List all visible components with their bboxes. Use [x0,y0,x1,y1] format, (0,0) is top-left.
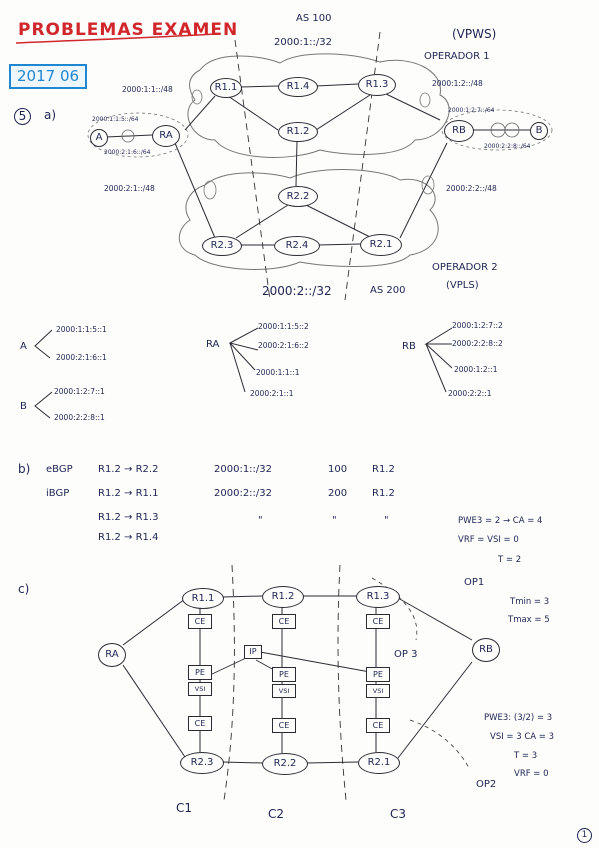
prefix-r1-1: 2000:1:1::/48 [122,85,173,94]
ce-box-r2-3: CE [188,716,212,731]
op3-label: OP 3 [394,649,418,660]
bgp-row-2-as: 200 [328,488,348,499]
addr-rb-2: 2000:2:2:8::2 [452,339,503,348]
c-router-r1-1: R1.1 [182,588,224,609]
router-r2-2: R2.2 [278,186,318,207]
op1-pwe3: PWE3 = 2 → CA = 4 [458,516,543,526]
host-a: A [90,129,108,147]
addr-rb-1: 2000:1:2:7::2 [452,321,503,330]
router-r1-4: R1.4 [278,77,318,97]
ce-box-r1-1: CE [188,614,212,629]
addr-ra-label: RA [206,339,220,350]
pe-box-c3: PE [366,667,390,682]
bgp-row-3-route: R1.2 → R1.3 [98,512,159,523]
host-b: B [530,122,548,140]
ce-box-r1-2: CE [272,614,296,629]
ce-box-r1-3: CE [366,614,390,629]
addr-ra-2: 2000:2:1:6::2 [258,341,309,350]
c-router-r1-2: R1.2 [262,586,304,608]
op1-label: OP1 [464,577,485,588]
prefix-b-1: 2000:1:2:7::/64 [448,107,495,114]
bgp-row-4-route: R1.2 → R1.4 [98,532,159,543]
tmin-value: Tmin = 3 [510,597,550,607]
pe-box-c2: PE [272,667,296,682]
bgp-row-1-prefix: 2000:1::/32 [214,464,273,475]
year-badge: 2017 06 [9,64,87,89]
op2-vsi: VSI = 3 CA = 3 [490,732,555,742]
part-c-label: c) [18,582,30,596]
bgp-row-1-proto: eBGP [46,464,73,475]
addr-rb-4: 2000:2:2::1 [448,389,492,398]
op2-pwe3: PWE3: (3/2) = 3 [484,713,553,723]
column-c2: C2 [268,807,285,821]
router-rb: RB [444,120,474,142]
router-r1-1: R1.1 [210,78,242,98]
c-router-r1-3: R1.3 [356,586,400,608]
bgp-row-2-route: R1.2 → R1.1 [98,488,159,499]
column-c1: C1 [176,801,193,815]
vsi-box-c3: VSI [366,684,390,698]
prefix-b-2: 2000:2:2:8::/64 [484,143,531,150]
ce-box-r2-2: CE [272,718,296,733]
vpws-label: (VPWS) [452,27,497,41]
part-b-label: b) [18,462,31,476]
bgp-row-1-next: R1.2 [372,464,395,475]
router-r2-3: R2.3 [202,236,242,256]
op2-t: T = 3 [514,751,538,761]
vsi-box-c2: VSI [272,684,296,698]
addr-ra-3: 2000:1:1::1 [256,368,300,377]
ce-box-r2-1: CE [366,718,390,733]
addr-rb-3: 2000:1:2::1 [454,365,498,374]
router-ra: RA [152,125,180,147]
prefix-a-2: 2000:2:1:6::/64 [104,149,151,156]
addr-b-1: 2000:1:2:7::1 [54,387,105,396]
addr-b-label: B [20,401,27,412]
addr-a-2: 2000:2:1:6::1 [56,353,107,362]
prefix-a-1: 2000:1:1:5::/64 [92,116,139,123]
page-title: PROBLEMAS EXAMEN [18,20,239,40]
bgp-row-1-as: 100 [328,464,348,475]
op2-label: OP2 [476,779,497,790]
c-router-ra: RA [98,643,126,667]
addr-ra-1: 2000:1:1:5::2 [258,322,309,331]
operator1-label: OPERADOR 1 [424,51,490,62]
page-number: 1 [577,828,592,843]
c-router-r2-3: R2.3 [180,752,224,774]
as100-prefix: 2000:1::/32 [274,37,333,48]
router-r1-2: R1.2 [278,122,318,142]
addr-rb-label: RB [402,341,416,352]
bgp-row-2-proto: iBGP [46,488,70,499]
ip-box: IP [244,645,262,659]
item-number: 5 [14,108,31,125]
as200-label: AS 200 [370,285,406,296]
vpls-label: (VPLS) [446,280,479,291]
c-router-rb: RB [472,638,500,662]
bgp-row-1-route: R1.2 → R2.2 [98,464,159,475]
router-r1-3: R1.3 [358,74,396,96]
prefix-r2-1: 2000:2:2::/48 [446,184,497,193]
addr-ra-4: 2000:2:1::1 [250,389,294,398]
operator2-label: OPERADOR 2 [432,262,498,273]
router-r2-4: R2.4 [274,236,320,256]
prefix-r2-3: 2000:2:1::/48 [104,184,155,193]
c-router-r2-1: R2.1 [358,752,400,774]
bgp-row-3-as: " [332,515,337,526]
as200-prefix: 2000:2::/32 [262,284,332,298]
op1-vrf: VRF = VSI = 0 [458,535,519,545]
addr-b-2: 2000:2:2:8::1 [54,413,105,422]
bgp-row-2-prefix: 2000:2::/32 [214,488,273,499]
bgp-row-2-next: R1.2 [372,488,395,499]
as100-label: AS 100 [296,13,332,24]
bgp-row-3-prefix: " [258,515,263,526]
vsi-box-c1: VSI [188,682,212,696]
router-r2-1: R2.1 [360,234,402,256]
c-router-r2-2: R2.2 [262,753,308,775]
prefix-r1-3: 2000:1:2::/48 [432,79,483,88]
bgp-row-3-next: " [384,515,389,526]
op2-vrf: VRF = 0 [514,769,549,779]
addr-a-label: A [20,341,27,352]
tmax-value: Tmax = 5 [508,615,550,625]
part-a-label: a) [44,108,57,122]
pe-box-c1: PE [188,665,212,680]
addr-a-1: 2000:1:1:5::1 [56,325,107,334]
column-c3: C3 [390,807,407,821]
op1-t: T = 2 [498,555,522,565]
